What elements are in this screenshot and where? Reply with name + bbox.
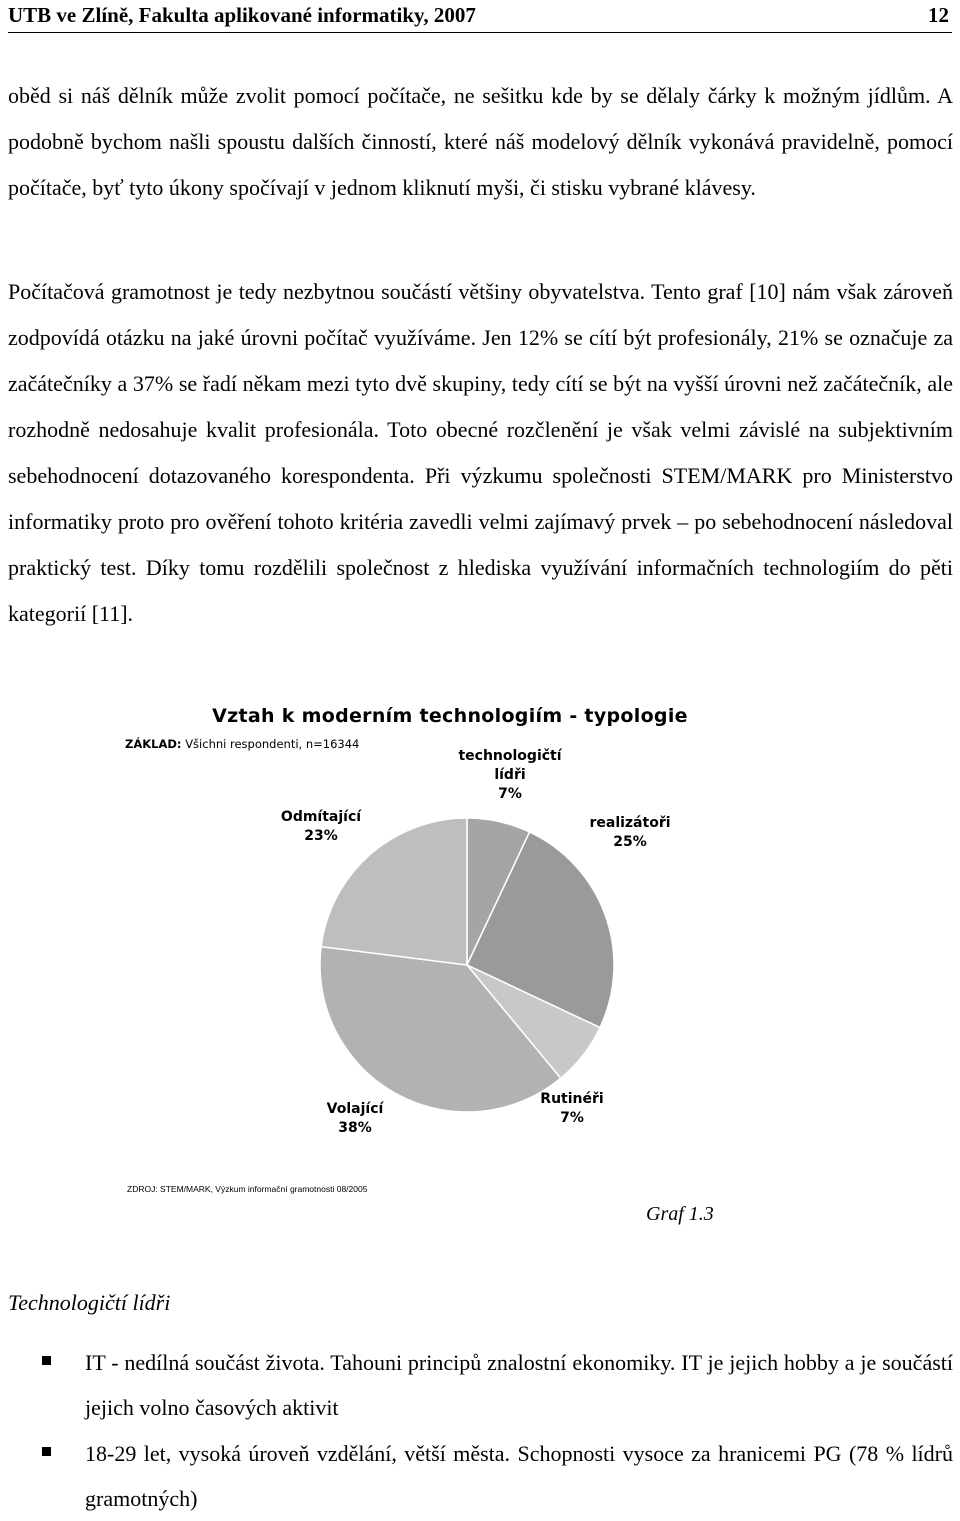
page-number: 12 [928,3,949,27]
pie-slice-label [458,747,561,804]
pie-slice-name: Odmítající [280,809,362,825]
chart-base-label: ZÁKLAD: [125,737,182,751]
pie-slice-label [281,808,361,846]
pie-slice-value: 23% [304,828,338,844]
chart-source: ZDROJ: STEM/MARK, Výzkum informační gramotnosti 08/2005 [127,1184,368,1194]
pie-slice-value: 38% [338,1120,372,1136]
pie-slice-name: Rutinéři [540,1091,604,1107]
bullet-text: 18-29 let, vysoká úroveň vzdělání, větší města. Schopnosti vysoce za hranicemi PG (78 % lídrů gramotných) [85,1441,953,1511]
page-header [8,0,952,33]
pie-slice-name: technologičtí [458,748,562,764]
pie-slice-name: Volající [326,1101,384,1117]
bullet-item [85,1431,953,1521]
pie-svg [110,700,710,1200]
chart-base-text: Všichni respondenti, n=16344 [185,737,360,751]
pie-slice-name: realizátoři [589,815,671,831]
bullet-square-icon [42,1356,51,1365]
pie-slice-label [327,1100,384,1138]
paragraph-1: oběd si náš dělník může zvolit pomocí počítače, ne sešitku kde by se dělaly čárky k možným jídlům. A podobně bychom našli spoustu dalších činností, které náš modelový dělník vykonává pravidelně, pomocí počítače, byť tyto úkony spočívají v jednom kliknutí myši, či stisku vybrané klávesy. [8,83,953,200]
pie-slice-label [540,1090,603,1128]
figure-caption: Graf 1.3 [646,1203,714,1225]
section-heading: Technologičtí lídři [8,1290,171,1315]
pie-slice-value: 25% [613,834,647,850]
bullet-square-icon [42,1447,51,1456]
bullet-item [85,1340,953,1430]
paragraph-2: Počítačová gramotnost je tedy nezbytnou součástí většiny obyvatelstva. Tento graf [10] nám však zároveň zodpovídá otázku na jaké úrovni počítač využíváme. Jen 12% se cítí být profesionály, 21% se označuje za začátečníky a 37% se řadí někam mezi tyto dvě skupiny, tedy cítí se být na vyšší úrovni než začátečník, ale rozhodně nedosahuje kvalit profesionála. Toto obecné rozčlenění je však velmi závislé na subjektivním sebehodnocení dotazovaného korespondenta. Při výzkumu společnosti STEM/MARK pro Ministerstvo informatiky proto pro ověření tohoto kritéria zavedli velmi zajímavý prvek – po sebehodnocení následoval praktický test. Díky tomu rozdělili společnost z hlediska využívání informačních technologiím do pěti kategorií [11]. [8,279,953,626]
pie-chart [110,700,710,1200]
pie-slice-value: 7% [560,1110,584,1126]
pie-slice-label [589,814,670,852]
pie-slice-name: lídři [494,767,526,783]
header-title: UTB ve Zlíně, Fakulta aplikované informatiky, 2007 [8,3,476,27]
pie-slice-value: 7% [498,786,522,802]
bullet-text: IT - nedílná součást života. Tahouni principů znalostní ekonomiky. IT je jejich hobby a je součástí jejich volno časových aktivit [85,1350,953,1420]
chart-title: Vztah k moderním technologiím - typologie [212,705,688,727]
